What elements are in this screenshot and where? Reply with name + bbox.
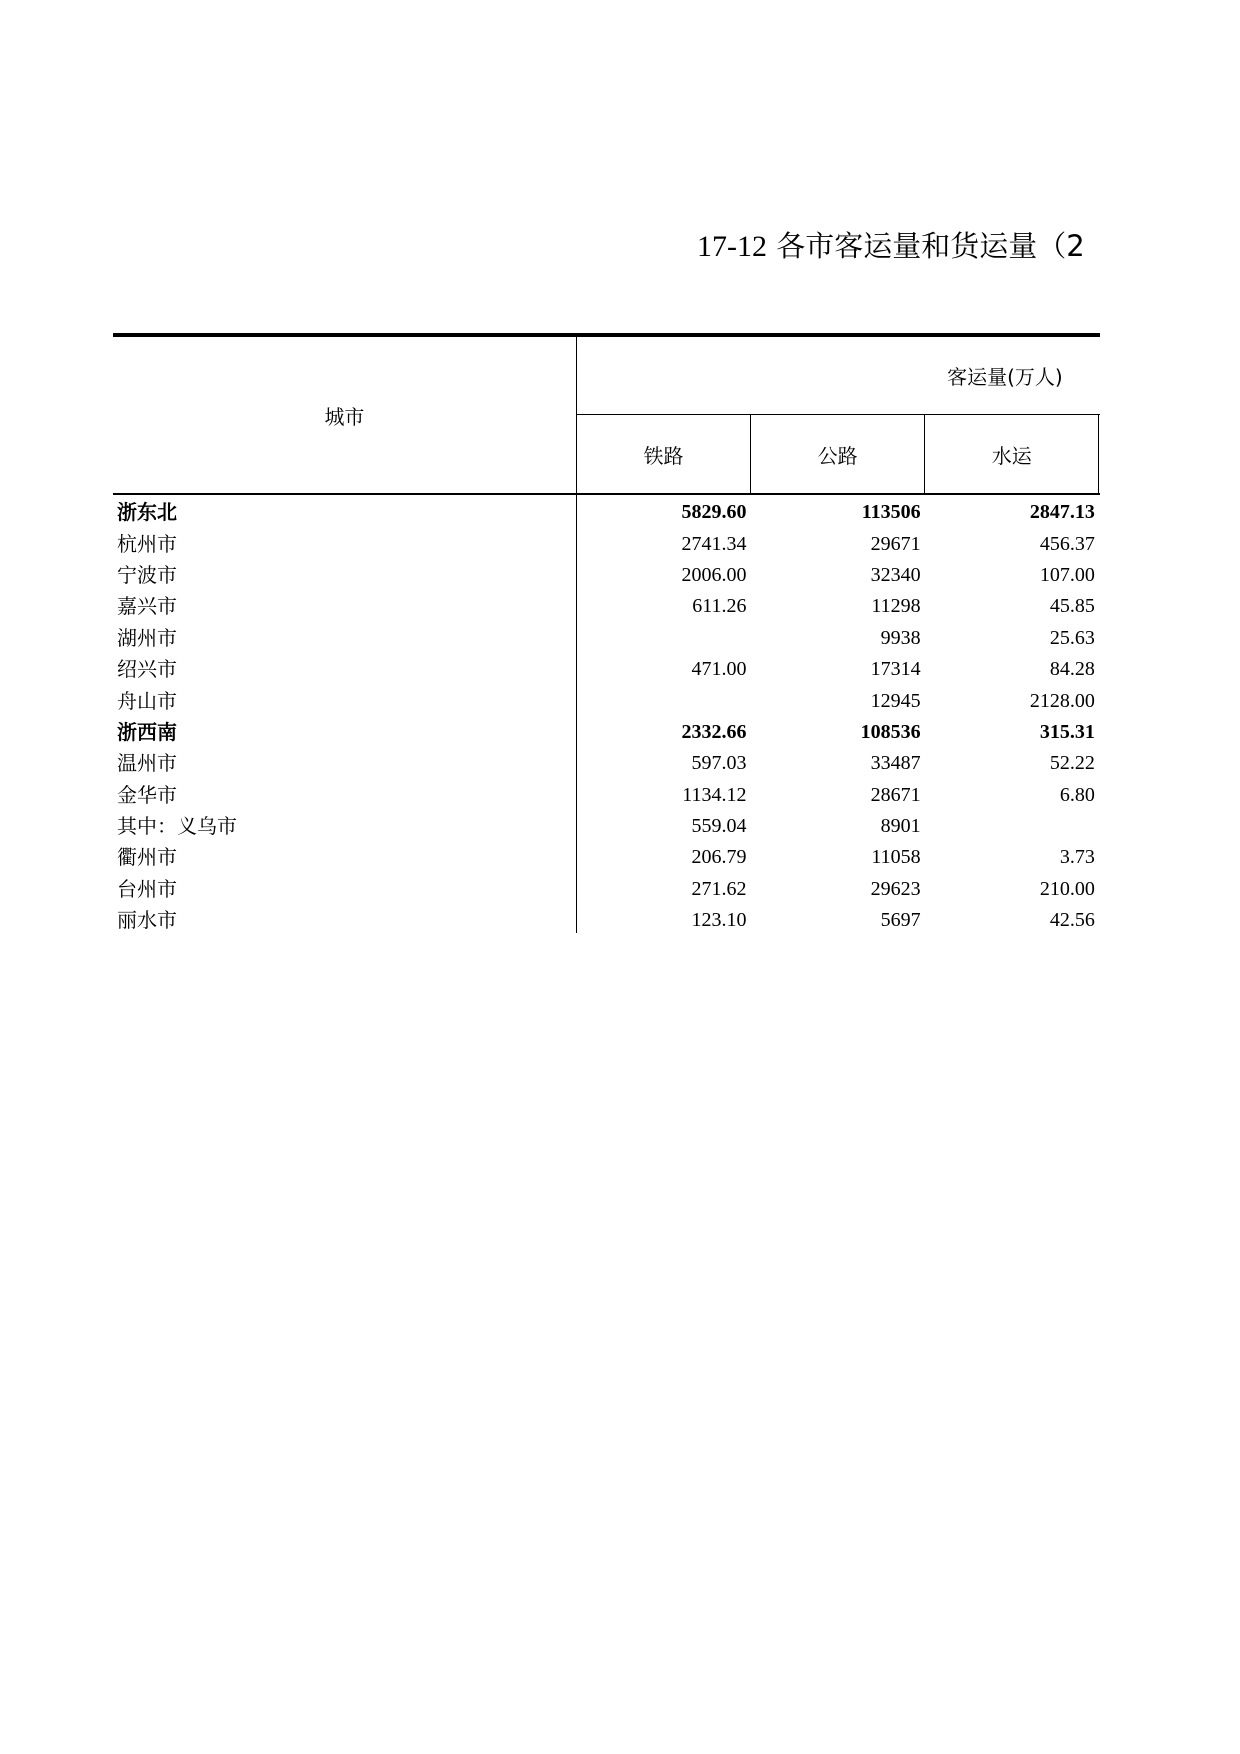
extra-value-cell [1099,560,1100,591]
rail-value-cell: 471.00 [691,658,747,681]
rail-value-cell: 206.79 [691,846,747,869]
table-row [113,528,1100,559]
table-row [113,717,1100,748]
road-column-header: 公路 [751,415,925,495]
table-row [113,591,1100,622]
city-cell: 宁波市 [113,560,576,591]
extra-value-cell [1099,905,1100,933]
city-cell: 浙西南 [113,717,576,748]
rail-value-cell: 271.62 [691,877,747,900]
table-row [113,842,1100,873]
table-row [113,560,1100,591]
road-value-cell: 29671 [870,532,921,555]
water-column-header: 水运 [925,415,1099,495]
water-value-cell: 52.22 [1049,752,1095,775]
table-row [113,780,1100,811]
city-cell: 杭州市 [113,528,576,559]
water-value-cell: 107.00 [1039,563,1095,586]
water-value-cell: 6.80 [1059,783,1095,806]
road-value-cell: 17314 [870,658,921,681]
water-value-cell: 2128.00 [1029,689,1095,712]
water-value-cell: 3.73 [1059,846,1095,869]
table-row [113,685,1100,716]
transport-table [113,333,1100,933]
city-cell: 嘉兴市 [113,591,576,622]
city-cell: 金华市 [113,780,576,811]
road-value-cell: 9938 [880,626,921,649]
passenger-volume-label: 客运量(万人) [947,365,1063,389]
table-number: 17-12 [697,230,767,263]
city-cell: 丽水市 [113,905,576,933]
extra-value-cell [1099,811,1100,842]
rail-value-cell [576,685,750,716]
city-cell: 绍兴市 [113,654,576,685]
rail-value-cell: 559.04 [691,815,747,838]
road-value-cell: 33487 [870,752,921,775]
water-value-cell: 45.85 [1049,595,1095,618]
extra-value-cell [1099,494,1100,528]
road-value-cell: 32340 [870,563,921,586]
road-value-cell: 11058 [871,846,921,869]
road-value-cell: 11298 [871,595,921,618]
table-row [113,811,1100,842]
water-value-cell: 25.63 [1049,626,1095,649]
page-title [697,224,1100,268]
city-column-header: 城市 [113,335,576,494]
table-row [113,874,1100,905]
rail-column-header: 铁路 [576,415,750,495]
rail-value-cell [576,623,750,654]
water-value-cell: 42.56 [1049,909,1095,932]
table-row [113,494,1100,528]
extra-value-cell [1099,780,1100,811]
extra-value-cell [1099,874,1100,905]
title-text: 各市客运量和货运量（2 [767,229,1085,263]
city-cell: 其中：义乌市 [113,811,576,842]
city-cell: 浙东北 [113,494,576,528]
passenger-volume-header [576,335,1100,415]
water-value-cell: 315.31 [1039,720,1095,743]
road-value-cell: 29623 [870,877,921,900]
table-row [113,748,1100,779]
extra-column-header [1099,415,1100,495]
rail-value-cell: 2332.66 [681,720,747,743]
water-value-cell: 2847.13 [1029,501,1095,524]
table-row [113,905,1100,933]
water-value-cell: 210.00 [1039,877,1095,900]
transport-table-container [113,333,1100,933]
rail-value-cell: 597.03 [691,752,747,775]
table-row [113,654,1100,685]
extra-value-cell [1099,623,1100,654]
road-value-cell: 12945 [870,689,921,712]
city-cell: 湖州市 [113,623,576,654]
road-value-cell: 28671 [870,783,921,806]
extra-value-cell [1099,654,1100,685]
road-value-cell: 5697 [880,909,921,932]
city-cell: 台州市 [113,874,576,905]
water-value-cell [925,811,1099,842]
extra-value-cell [1099,685,1100,716]
rail-value-cell: 123.10 [691,909,747,932]
extra-value-cell [1099,717,1100,748]
road-value-cell: 113506 [861,501,921,524]
city-cell: 衢州市 [113,842,576,873]
table-body [113,494,1100,933]
city-cell: 舟山市 [113,685,576,716]
rail-value-cell: 5829.60 [681,501,747,524]
water-value-cell: 456.37 [1039,532,1095,555]
extra-value-cell [1099,842,1100,873]
extra-value-cell [1099,748,1100,779]
extra-value-cell [1099,591,1100,622]
rail-value-cell: 2741.34 [681,532,747,555]
table-row [113,623,1100,654]
rail-value-cell: 2006.00 [681,563,747,586]
city-cell: 温州市 [113,748,576,779]
water-value-cell: 84.28 [1049,658,1095,681]
extra-value-cell [1099,528,1100,559]
road-value-cell: 108536 [860,720,921,743]
road-value-cell: 8901 [880,815,921,838]
rail-value-cell: 1134.12 [682,783,747,806]
rail-value-cell: 611.26 [692,595,747,618]
